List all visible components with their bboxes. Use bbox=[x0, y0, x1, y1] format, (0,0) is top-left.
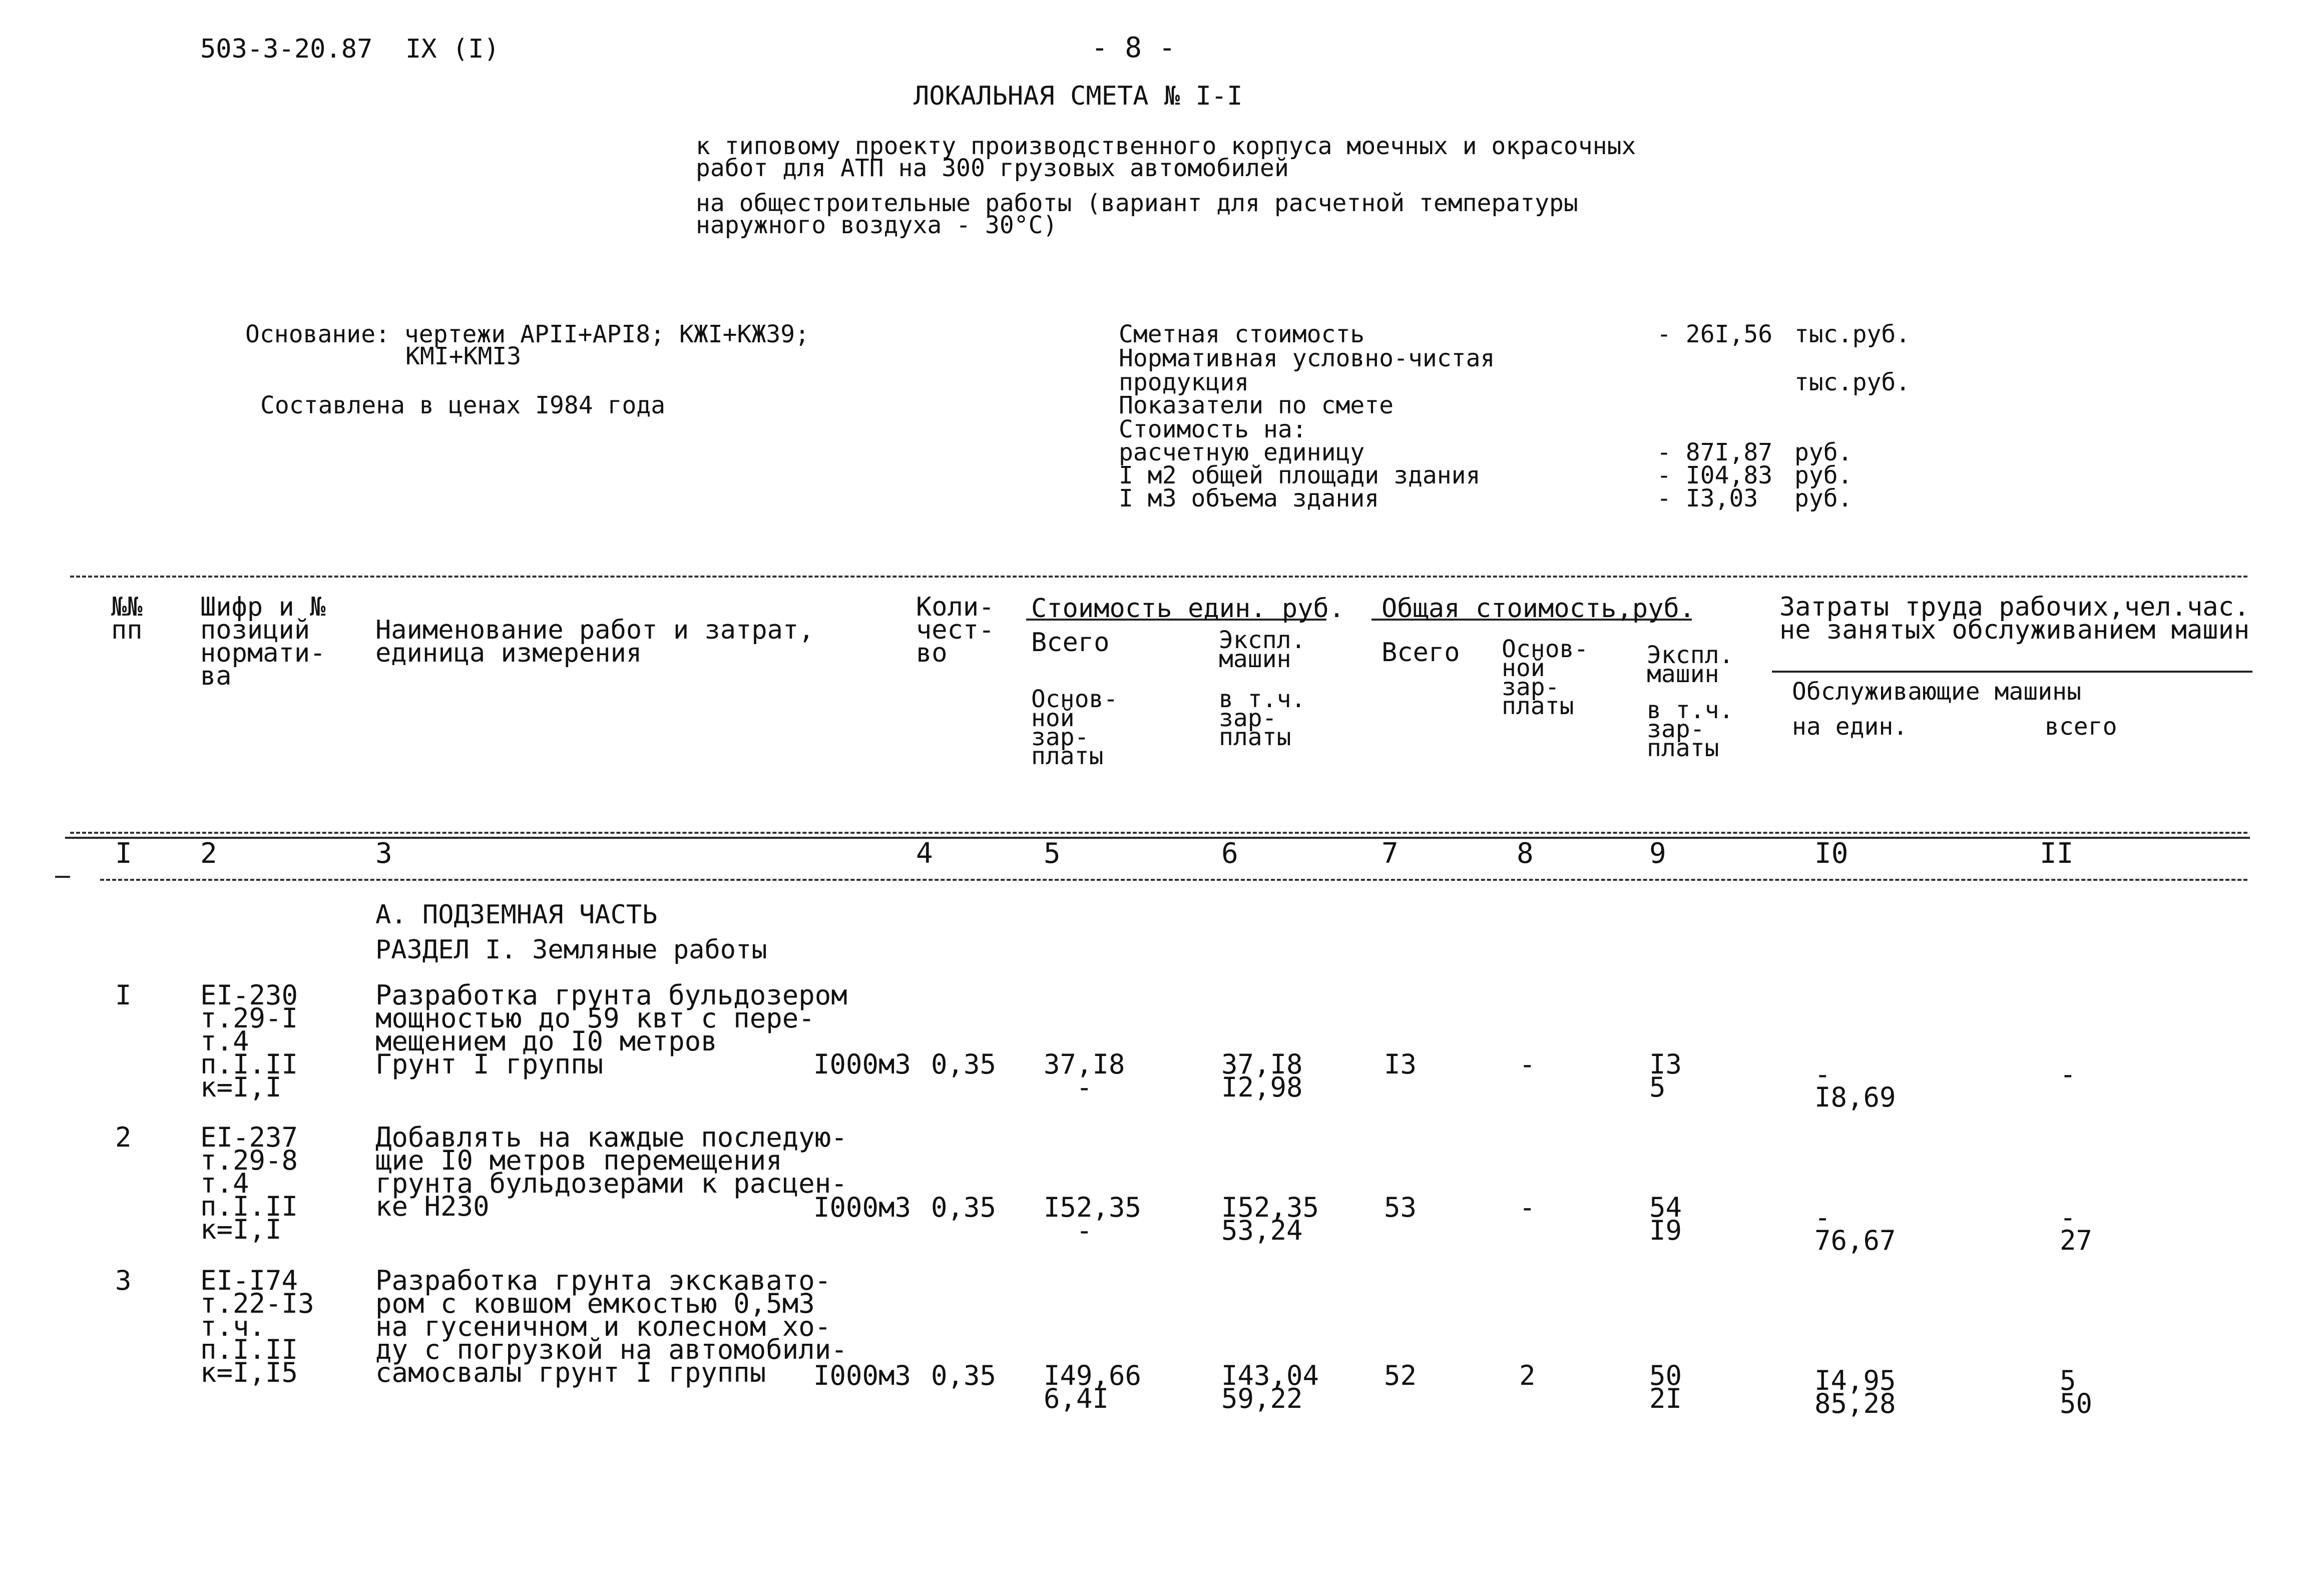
header-unit-total: Всего bbox=[1031, 628, 1110, 658]
row-number: 3 bbox=[115, 1265, 132, 1296]
row-total-base-wage: - bbox=[1519, 1192, 1536, 1223]
album-number: IX (I) bbox=[405, 34, 500, 64]
page-title: ЛОКАЛЬНАЯ СМЕТА № I-I bbox=[913, 81, 1243, 111]
header-unit-cost: Стоимость един. руб. bbox=[1031, 594, 1345, 624]
row-quantity: 0,35 bbox=[931, 1192, 997, 1223]
row-total-machines: 50 2I bbox=[1649, 1360, 1682, 1414]
col-number: 9 bbox=[1649, 837, 1666, 870]
row-unit-total: 37,I8 - bbox=[1044, 1048, 1125, 1103]
col-number: 6 bbox=[1221, 837, 1238, 870]
summary-unit: руб. bbox=[1794, 484, 1853, 512]
row-unit-total: I49,66 6,4I bbox=[1044, 1360, 1142, 1414]
row-total-all: I3 bbox=[1384, 1048, 1417, 1080]
row-labor-total: - bbox=[2060, 1058, 2076, 1090]
summary-unit: тыс.руб. bbox=[1794, 320, 1911, 348]
summary-value: - 26I,56 bbox=[1657, 320, 1773, 348]
row-work-name: Разработка грунта бульдозером мощностью до 59 квт с пере- мещением до I0 метров Грунт I группы bbox=[375, 979, 847, 1080]
col-numbers-bottom-rule bbox=[100, 879, 2247, 881]
row-work-name: Добавлять на каждые последую- щие I0 метров перемещения грунта бульдозерами к расцен- ке Н230 bbox=[375, 1122, 847, 1222]
row-labor-total: - 27 bbox=[2060, 1202, 2093, 1256]
header-labor-machines: Обслуживающие машины bbox=[1792, 678, 2081, 706]
row-unit-machines: I43,04 59,22 bbox=[1221, 1360, 1319, 1414]
row-total-base-wage: - bbox=[1519, 1048, 1536, 1080]
col-number: 8 bbox=[1517, 837, 1534, 870]
row-unit: I000м3 bbox=[813, 1048, 911, 1080]
row-quantity: 0,35 bbox=[931, 1048, 997, 1080]
header-item-number: №№ пп bbox=[111, 592, 143, 645]
basis-line-1: Основание: чертежи АРII+АРI8; КЖI+КЖ39; bbox=[245, 320, 810, 348]
col-number: I bbox=[115, 837, 132, 870]
summary-unit: руб. bbox=[1794, 438, 1853, 466]
header-total-base-wage: Основ- ной зар- платы bbox=[1502, 635, 1589, 720]
subtitle-line-4: наружного воздуха - 30°С) bbox=[696, 211, 1058, 239]
col-number: 7 bbox=[1381, 837, 1399, 870]
col-numbers-top-rule bbox=[65, 837, 2250, 839]
summary-label: I м3 объема здания bbox=[1119, 484, 1379, 512]
summary-label: Показатели по смете bbox=[1119, 391, 1394, 419]
summary-value: - I3,03 bbox=[1657, 484, 1758, 512]
row-labor-per-unit: - 76,67 bbox=[1814, 1202, 1896, 1256]
col-number: 5 bbox=[1044, 837, 1061, 870]
row-labor-per-unit: - I8,69 bbox=[1814, 1058, 1896, 1113]
row-total-all: 53 bbox=[1384, 1192, 1417, 1223]
labor-sub-rule bbox=[1772, 671, 2252, 673]
row-total-machines: I3 5 bbox=[1649, 1048, 1682, 1103]
col-number: 3 bbox=[375, 837, 392, 870]
page-number: - 8 - bbox=[1091, 32, 1176, 64]
col-number: II bbox=[2040, 837, 2074, 870]
row-unit: I000м3 bbox=[813, 1360, 911, 1391]
row-quantity: 0,35 bbox=[931, 1360, 997, 1391]
row-norm-code: ЕI-230 т.29-I т.4 п.I.II к=I,I bbox=[200, 979, 298, 1103]
subsection-heading: РАЗДЕЛ I. Земляные работы bbox=[375, 935, 767, 965]
header-unit-machine-wage: в т.ч. зар- платы bbox=[1219, 685, 1306, 751]
header-quantity: Коли- чест- во bbox=[916, 592, 995, 668]
summary-unit: руб. bbox=[1794, 461, 1853, 489]
header-labor: Затраты труда рабочих,чел.час. не занятых обслуживанием машин bbox=[1779, 592, 2250, 645]
row-labor-per-unit: I4,95 85,28 bbox=[1814, 1365, 1896, 1419]
subtitle-line-3: на общестроительные работы (вариант для расчетной температуры bbox=[696, 189, 1578, 217]
col-number: I0 bbox=[1814, 837, 1849, 870]
table-top-rule bbox=[70, 576, 2247, 578]
row-number: 2 bbox=[115, 1122, 132, 1153]
header-unit-machines: Экспл. машин bbox=[1219, 626, 1306, 673]
col-number: 2 bbox=[200, 837, 217, 870]
header-labor-total: всего bbox=[2045, 713, 2117, 741]
subtitle-line-2: работ для АТП на 300 грузовых автомобилей bbox=[696, 154, 1289, 182]
row-work-name: Разработка грунта экскавато- ром с ковшом емкостью 0,5м3 на гусеничном и колесном хо- ду с погрузкой на автомобили- самосвалы грунт I группы bbox=[375, 1265, 847, 1388]
row-number: I bbox=[115, 979, 132, 1011]
summary-value: - 87I,87 bbox=[1657, 438, 1773, 466]
summary-label: расчетную единицу bbox=[1119, 438, 1365, 466]
row-unit-machines: I52,35 53,24 bbox=[1221, 1192, 1319, 1246]
row-total-machines: 54 I9 bbox=[1649, 1192, 1682, 1246]
row-unit-machines: 37,I8 I2,98 bbox=[1221, 1048, 1303, 1103]
summary-unit: тыс.руб. bbox=[1794, 368, 1911, 396]
row-unit-total: I52,35 - bbox=[1044, 1192, 1142, 1246]
row-norm-code: ЕI-237 т.29-8 т.4 п.I.II к=I,I bbox=[200, 1122, 298, 1245]
header-unit-base-wage: Основ- ной зар- платы bbox=[1031, 685, 1118, 770]
section-heading: А. ПОДЗЕМНАЯ ЧАСТЬ bbox=[375, 900, 658, 930]
header-total-machines: Экспл. машин bbox=[1647, 641, 1734, 688]
summary-label: Нормативная условно-чистая bbox=[1119, 344, 1495, 372]
row-labor-total: 5 50 bbox=[2060, 1365, 2093, 1419]
basis-line-2: КМI+КМI3 bbox=[405, 342, 522, 370]
summary-label: I м2 общей площади здания bbox=[1119, 461, 1481, 489]
header-bottom-rule bbox=[70, 832, 2247, 834]
margin-mark bbox=[55, 876, 70, 878]
row-unit: I000м3 bbox=[813, 1192, 911, 1223]
prices-note: Составлена в ценах I984 года bbox=[260, 391, 666, 419]
summary-label: Стоимость на: bbox=[1119, 415, 1307, 443]
header-norm-code: Шифр и № позиций нормати- ва bbox=[200, 592, 326, 691]
summary-label: Сметная стоимость bbox=[1119, 320, 1365, 348]
header-total-machine-wage: в т.ч. зар- платы bbox=[1647, 696, 1734, 762]
header-total-all: Всего bbox=[1381, 638, 1460, 668]
header-labor-per-unit: на един. bbox=[1792, 713, 1908, 741]
row-total-base-wage: 2 bbox=[1519, 1360, 1536, 1391]
header-work-name: Наименование работ и затрат, единица измерения bbox=[375, 615, 814, 668]
subtitle-line-1: к типовому проекту производственного корпуса моечных и окрасочных bbox=[696, 132, 1636, 160]
doc-code: 503-3-20.87 bbox=[200, 34, 373, 64]
header-total-cost: Общая стоимость,руб. bbox=[1381, 594, 1695, 624]
row-norm-code: ЕI-I74 т.22-I3 т.ч. п.I.II к=I,I5 bbox=[200, 1265, 314, 1388]
col-number: 4 bbox=[916, 837, 933, 870]
summary-label: продукция bbox=[1119, 368, 1249, 396]
row-total-all: 52 bbox=[1384, 1360, 1417, 1391]
summary-value: - I04,83 bbox=[1657, 461, 1773, 489]
